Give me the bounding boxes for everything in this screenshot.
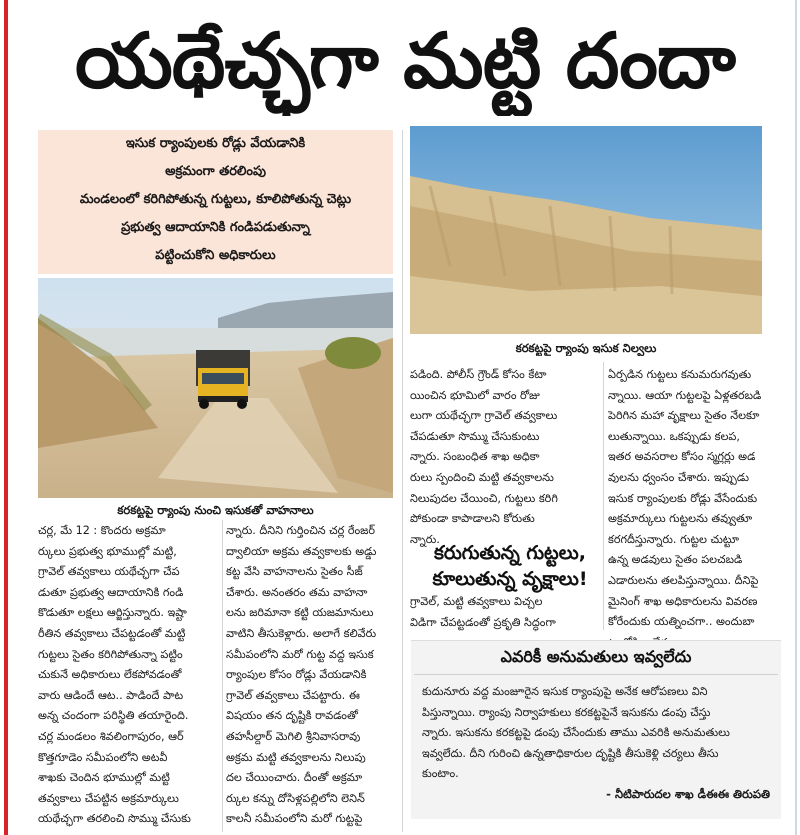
text-line: కుంటాం. <box>422 767 459 781</box>
text-line: గ్రావెల్, మట్టి తవ్వకాలు విచ్చల <box>410 595 543 608</box>
column-divider <box>222 520 223 832</box>
text-line: పిస్తున్నాయి. ర్యాంపు నిర్వాహకులు కరకట్టపైనే ఇసుకను డంపు చేస్తు <box>422 705 711 719</box>
text-line: అక్రమ మట్టి తవ్వకాలను నిలుపు <box>226 750 366 764</box>
text-line: కొత్తగూడెం సమీపంలోని అటవీ <box>38 750 168 764</box>
subhead-line: మండలంలో కరిగిపోతున్న గుట్టలు, కూలిపోతున్న చెట్లు <box>79 192 352 207</box>
truck-photo <box>38 278 393 498</box>
quote-box-title: ఎవరికీ అనుమతులు ఇవ్వలేదు <box>500 647 692 666</box>
text-line: లుతున్నాయి. ఒకప్పుడు కలప, <box>608 429 740 443</box>
text-line: చర్ల మండలం శివలింగాపురం, ఆర్ <box>38 729 184 743</box>
text-line: డుతూ ప్రభుత్వ ఆదాయానికి గండి <box>38 585 184 599</box>
quote-box-text <box>422 682 774 785</box>
text-line: ర్యాంపుల కోసం రోడ్లు వేయడానికి <box>226 668 367 682</box>
text-line: గ్రావెల్ తవ్వకాలు చేపట్టారు. ఈ <box>226 688 360 702</box>
text-line: విడిగా చేపట్టడంతో ప్రకృతి సిద్ధంగా <box>410 615 556 629</box>
text-line: న్నాయి. ఆయా గుట్టలపై ఏళ్లతరబడి <box>608 388 762 402</box>
text-line: గ్రావెల్ తవ్వకాలు యథేచ్ఛగా చేప <box>38 565 180 579</box>
text-line: ఇసుక ర్యాంపులకు రోడ్లు వేసేందుకు <box>608 491 758 505</box>
subhead-line: పట్టించుకోని అధికారులు <box>155 248 276 263</box>
text-line: లను జరిమానా కట్టి యజమానులు <box>226 606 374 620</box>
text-line: ఇతర అవసరాల కోసం స్మగ్లర్లు అడ <box>608 450 756 464</box>
text-line: ఎడారులను తలపిస్తున్నాయి. దీనిపై <box>608 573 759 587</box>
headline: యథేచ్ఛగా మట్టి దందా <box>75 16 735 105</box>
text-line: అన్న చందంగా పరిస్థితి తయారైంది. <box>38 709 189 723</box>
text-line: తవ్వకాలు చేపట్టిన అక్రమార్కులు <box>38 791 179 805</box>
text-line: ర్కుల కన్ను దోసిళ్లపల్లిలోని లెనిన్ <box>226 791 365 805</box>
left-photo-caption: కరకట్టపై ర్యాంపు నుంచి ఇసుకతో వాహనాలు <box>117 503 314 517</box>
sand-stockpile-photo <box>410 126 762 334</box>
text-line: న్నారు. సంబంధిత శాఖ అధికా <box>410 450 540 464</box>
text-line: ఉన్న అడవులు సైతం పలచబడి <box>608 553 743 567</box>
text-line: న్నారు. <box>410 532 440 546</box>
text-line: తహసీల్దార్ మెగిలి శ్రీనివాసరావు <box>226 729 361 743</box>
subhead-line: ప్రభుత్వ ఆదాయానికి గండిపడుతున్నా <box>121 220 310 235</box>
text-line: కరగదీస్తున్నారు. గుట్టల చుట్టూ <box>608 532 739 546</box>
text-line: న్నారు. ఇసుకను కరకట్టపై డంపు చేసేందుకు తాము ఎవరికి అనుమతులు <box>422 726 730 740</box>
mid-subhead <box>410 540 610 592</box>
article-column-3b <box>410 592 600 633</box>
text-line: పడింది. పోలీస్ గ్రౌండ్ కోసం కేటా <box>410 368 547 381</box>
text-line: దల చేయించారు. దీంతో అక్రమా <box>226 771 363 785</box>
text-line: న్నారు. దీనిని గుర్తించిన చర్ల రేంజర్ <box>226 524 375 537</box>
text-line: ఇవ్వలేదు. దీని గురించి ఉన్నతాధికారుల దృష్టికి తీసుకెళ్లి చర్యలు తీసు <box>422 746 719 760</box>
mid-subhead-line: కూలుతున్న వృక్షాలు! <box>432 568 588 590</box>
quote-signoff: - నీటిపారుదల శాఖ డీఈఈ తిరుపతి <box>606 787 770 801</box>
text-line: గుట్టలు సైతం కరిగిపోతున్నా పట్టిం <box>38 647 183 661</box>
article-column-3 <box>410 365 600 550</box>
text-line: నిలుపుదల చేయించి, గుట్టలు కరిగి <box>410 491 558 505</box>
text-line: ద్వాలియా అక్రమ తవ్వకాలకు అడ్డు <box>226 544 377 558</box>
subhead-line: అక్రమంగా తరలింపు <box>165 164 266 179</box>
right-photo-caption: కరకట్టపై ర్యాంపు ఇసుక నిల్వలు <box>515 341 657 355</box>
text-line: కోరేందుకు యత్నించగా.. అందుబా <box>608 615 755 629</box>
subheads-box <box>38 130 393 274</box>
text-line: విషయం తన దృష్టికి రావడంతో <box>226 709 358 723</box>
column-divider <box>402 130 403 832</box>
text-line: శాఖకు చెందిన భూముల్లో మట్టి <box>38 771 170 785</box>
text-line: వులను ధ్వంసం చేశారు. ఇప్పుడు <box>608 470 750 484</box>
text-line: లుగా యథేచ్ఛగా గ్రావెల్ తవ్వకాలు <box>410 409 558 423</box>
text-line: సమీపంలోని మరో గుట్ట వద్ద ఇసుక <box>226 647 374 661</box>
text-line: కాలనీ సమీపంలోని మరో గుట్టపై <box>226 812 363 826</box>
quote-box-rule <box>414 674 778 675</box>
text-line: కొడుతూ లక్షలు ఆర్జిస్తున్నారు. ఇష్టా <box>38 606 187 620</box>
text-line: చర్ల, మే 12 : కొందరు అక్రమా <box>38 524 166 537</box>
subhead-line: ఇసుక ర్యాంపులకు రోడ్లు వేయడానికి <box>125 136 306 151</box>
article-column-4 <box>608 365 780 653</box>
text-line: పోకుండా కాపాడాలని కోరుతు <box>410 512 535 526</box>
text-line: అక్రమార్కులు గుట్టలను తవ్వుతూ <box>608 512 753 526</box>
text-line: చేశారు. అనంతరం తమ వాహనా <box>226 585 368 599</box>
text-line: యించిన భూమిలో వారం రోజు <box>410 388 540 402</box>
page-edge-right-bar <box>795 0 797 835</box>
text-line: రులు స్పందించి మట్టి తవ్వకాలను <box>410 470 554 484</box>
text-line: రీతిన తవ్వకాలు చేపట్టడంతో మట్టి <box>38 626 186 640</box>
text-line: ర్కులు ప్రభుత్వ భూముల్లో మట్టి, <box>38 544 177 558</box>
text-line: కుదునూరు వద్ద మంజూరైన ఇసుక ర్యాంపుపై అనేక ఆరోపణలు విని <box>422 685 708 698</box>
article-column-2 <box>226 521 398 830</box>
page-edge-red-bar <box>4 0 8 835</box>
text-line: ఏర్పడిన గుట్టలు కనుమరుగవుతు <box>608 368 752 381</box>
article-column-1 <box>38 521 218 830</box>
text-line: కట్ట వేసి వాహనాలను సైతం సీజ్ <box>226 565 363 579</box>
text-line: వాటిని తీసుకెళ్లారు. అలాగే కలివేరు <box>226 626 377 640</box>
text-line: మైనింగ్ శాఖ అధికారులను వివరణ <box>608 594 758 608</box>
text-line: పెరిగిన మహా వృక్షాలు సైతం నేలకూ <box>608 409 760 423</box>
text-line: చుకునే అధికారులు లేకపోవడంతో <box>38 668 182 682</box>
text-line: వారు ఆడిందే ఆట.. పాడిందే పాట <box>38 688 184 702</box>
text-line: యథేచ్ఛగా తరలించి సొమ్ము చేసుకు <box>38 812 191 826</box>
mid-subhead-line: కరుగుతున్న గుట్టలు, <box>434 542 586 564</box>
text-line: చేపడుతూ సొమ్ము చేసుకుంటు <box>410 429 540 443</box>
